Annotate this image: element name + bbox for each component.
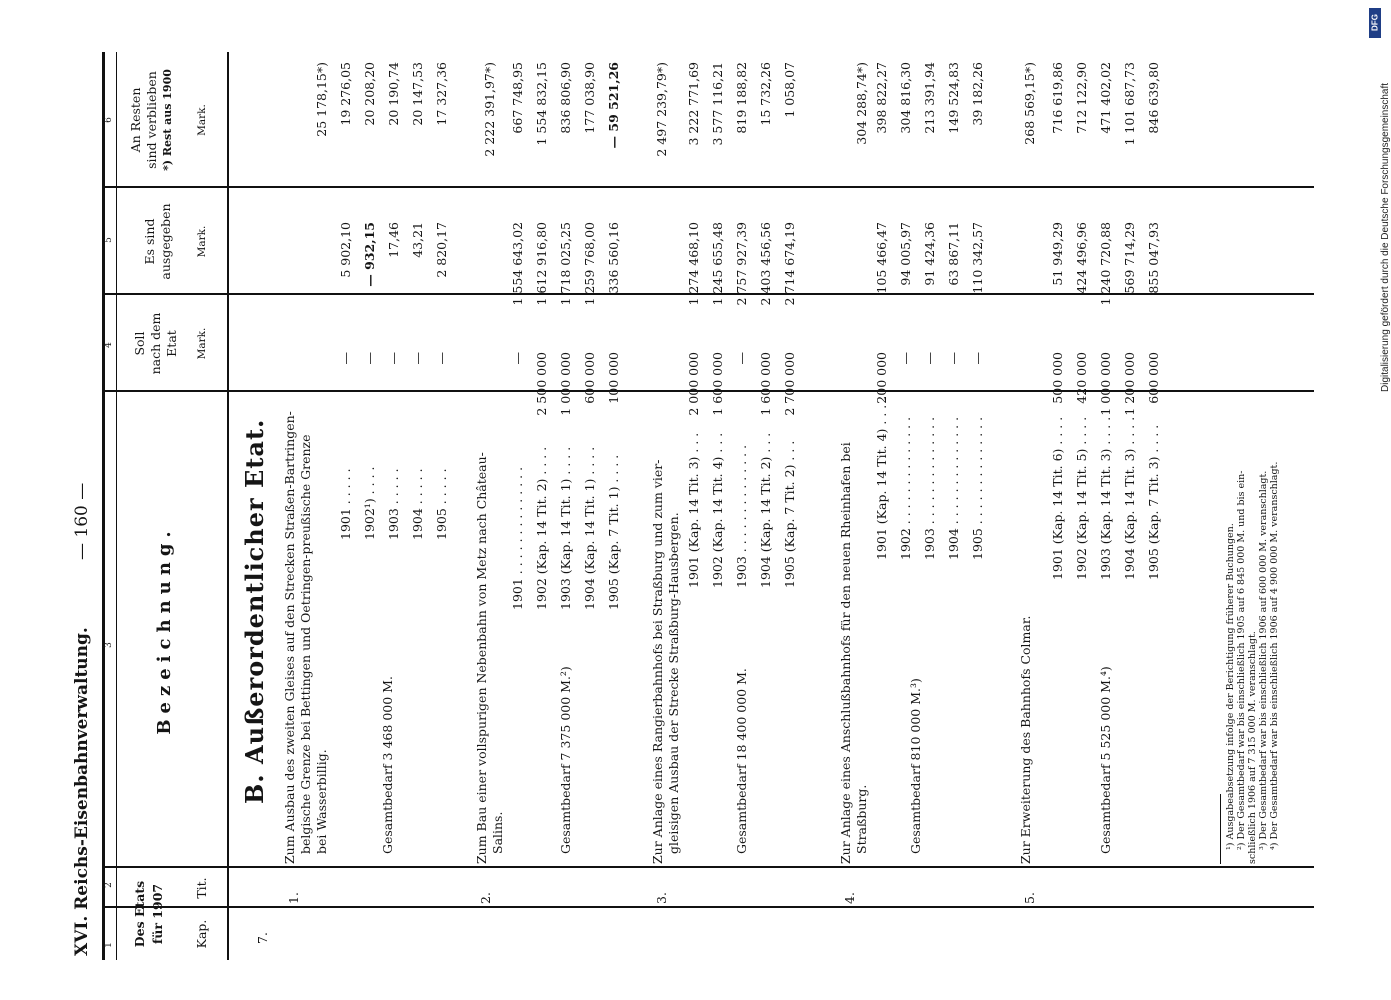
column-number-rule <box>116 52 117 960</box>
entry-3-row-1-ausg: 1 274 468,10 <box>686 222 701 306</box>
entry-2-row-4-ausg: 1 259 768,00 <box>582 222 597 306</box>
entry-2-row-3-rest: 836 806,90 <box>558 62 573 134</box>
entry-2-row-5-rest: — 59 521,26 <box>606 62 621 149</box>
credit-text: Digitalisierung gefördert durch die Deutsche Forschungsgemeinschaft <box>1380 82 1391 392</box>
section-title: B. Außerordentlicher Etat. <box>240 418 269 804</box>
entry-1-row-4-ausg: 43,21 <box>410 222 425 258</box>
header-soll: Soll <box>132 331 147 356</box>
footnote-rule <box>1220 794 1221 864</box>
entry-1-row-4-soll: — <box>410 352 425 365</box>
entry-4-row-4-ausg: 63 867,11 <box>946 222 961 286</box>
footnote-3: ³) Der Gesamtbedarf war bis einschließlich 1906 auf 600 000 M. veranschlagt. <box>1258 470 1269 850</box>
entry-1-row-5-label: 1905 . . . . . <box>434 468 449 540</box>
entry-5-row-1-soll: 500 000 <box>1050 352 1065 404</box>
entry-5-row-4-soll: 1 200 000 <box>1122 352 1137 416</box>
entry-1-row-1-soll: — <box>338 352 353 365</box>
entry-4-rest-1900: 304 288,74*) <box>854 62 869 145</box>
entry-5-row-2-label: 1902 (Kap. 14 Tit. 5) . . . . <box>1074 416 1089 580</box>
entry-5-row-2-ausg: 424 496,96 <box>1074 222 1089 294</box>
entry-2-row-1-soll: — <box>510 352 525 365</box>
entry-4-desc-1: Zur Anlage eines Anschlußbahnhofs für den neuen Rheinhafen bei <box>838 442 853 864</box>
entry-4-row-5-soll: — <box>970 352 985 365</box>
entry-3-tit: 3. <box>654 892 669 904</box>
column-number-5: 5 <box>104 237 114 243</box>
entry-3-row-1-soll: 2 000 000 <box>686 352 701 416</box>
entry-2-row-4-soll: 600 000 <box>582 352 597 404</box>
entry-3-row-2-label: 1902 (Kap. 14 Tit. 4) . . . <box>710 432 725 588</box>
entry-5-row-3-ausg: 1 240 720,88 <box>1098 222 1113 306</box>
footnote-2: ²) Der Gesamtbedarf war bis einschließlich 1905 auf 6 845 000 M. und bis ein- <box>1236 470 1247 850</box>
digitization-credit <box>1368 0 1391 1000</box>
entry-1-row-2-ausg: — 932,15 <box>362 222 377 287</box>
entry-1-row-1-ausg: 5 902,10 <box>338 222 353 278</box>
entry-1-row-3-ausg: 17,46 <box>386 222 401 258</box>
entry-2-rest-1900: 2 222 391,97*) <box>482 62 497 157</box>
entry-4-row-1-rest: 398 822,27 <box>874 62 889 134</box>
entry-3-row-4-soll: 1 600 000 <box>758 352 773 416</box>
entry-3-row-2-rest: 3 577 116,21 <box>710 62 725 146</box>
entry-2-row-2-label: 1902 (Kap. 14 Tit. 2) . . . . <box>534 446 549 610</box>
header-etat: Etat <box>164 330 179 357</box>
column-number-1: 1 <box>104 942 114 948</box>
entry-4-desc-2: Straßburg. <box>854 784 869 854</box>
header-es-sind: Es sind <box>142 218 157 265</box>
entry-1-row-1-rest: 19 276,05 <box>338 62 353 126</box>
header-des-etats: Des Etats <box>132 880 147 948</box>
entry-4-row-4-label: 1904 . . . . . . . . . . . . . . <box>946 416 961 560</box>
entry-2-desc-1: Zum Bau einer vollspurigen Nebenbahn von Metz nach Château- <box>474 452 489 864</box>
entry-3-row-5-label: 1905 (Kap. 7 Tit. 2) . . . <box>782 440 797 588</box>
entry-4-row-2-soll: — <box>898 352 913 365</box>
column-number-3: 3 <box>104 642 114 648</box>
entry-5-gesamtbedarf: Gesamtbedarf 5 525 000 M.⁴) <box>1098 666 1113 854</box>
entry-1-row-5-ausg: 2 820,17 <box>434 222 449 278</box>
entry-1-row-2-label: 1902¹) . . . . <box>362 466 377 540</box>
entry-4-row-4-rest: 149 524,83 <box>946 62 961 134</box>
header-an-resten: An Resten <box>128 87 143 153</box>
entry-3-desc-1: Zur Anlage eines Rangierbahnhofs bei Straßburg und zum vier- <box>650 459 665 864</box>
entry-5-row-5-soll: 600 000 <box>1146 352 1161 404</box>
entry-1-row-4-rest: 20 147,53 <box>410 62 425 126</box>
header-sind-verblieben: sind verblieben <box>144 71 159 169</box>
entry-1-row-3-soll: — <box>386 352 401 365</box>
entry-2-desc-2: Salins. <box>490 811 505 854</box>
header-ausgegeben: ausgegeben <box>158 203 173 280</box>
entry-4-row-1-soll: 200 000 <box>874 352 889 404</box>
entry-5-desc-1: Zur Erweiterung des Bahnhofs Colmar. <box>1018 615 1033 864</box>
entry-2-row-3-soll: 1 000 000 <box>558 352 573 416</box>
entry-2-row-5-label: 1905 (Kap. 7 Tit. 1) . . . . <box>606 454 621 610</box>
entry-4-row-5-rest: 39 182,26 <box>970 62 985 126</box>
header-nach-dem: nach dem <box>148 312 163 375</box>
entry-4-row-3-ausg: 91 424,36 <box>922 222 937 286</box>
entry-5-row-4-label: 1904 (Kap. 14 Tit. 3) . . . . <box>1122 416 1137 580</box>
entry-3-row-4-label: 1904 (Kap. 14 Tit. 2) . . . <box>758 432 773 588</box>
header-bottom-rule <box>227 52 229 960</box>
entry-1-desc-1: Zum Ausbau des zweiten Gleises auf den Strecken Straßen-Bartringen- <box>282 411 297 864</box>
entry-3-row-3-soll: — <box>734 352 749 365</box>
entry-5-row-3-label: 1903 (Kap. 14 Tit. 3) . . . . <box>1098 416 1113 580</box>
column-rule-5 <box>102 186 1314 188</box>
entry-1-row-3-rest: 20 190,74 <box>386 62 401 126</box>
entry-1-gesamtbedarf: Gesamtbedarf 3 468 000 M. <box>380 676 395 854</box>
entry-3-row-5-ausg: 2 714 674,19 <box>782 222 797 306</box>
entry-3-row-3-rest: 819 188,82 <box>734 62 749 134</box>
entry-5-rest-1900: 268 569,15*) <box>1022 62 1037 145</box>
entry-2-row-5-ausg: 336 560,16 <box>606 222 621 294</box>
header-fuer-1907: für 1907 <box>150 883 165 945</box>
entry-5-row-1-ausg: 51 949,29 <box>1050 222 1065 286</box>
entry-3-row-2-ausg: 1 245 655,48 <box>710 222 725 306</box>
entry-4-row-3-rest: 213 391,94 <box>922 62 937 134</box>
entry-2-gesamtbedarf: Gesamtbedarf 7 375 000 M.²) <box>558 666 573 854</box>
entry-2-row-3-ausg: 1 718 025,25 <box>558 222 573 306</box>
entry-3-row-5-rest: 1 058,07 <box>782 62 797 118</box>
entry-2-row-2-rest: 1 554 832,15 <box>534 62 549 146</box>
entry-3-row-4-ausg: 2 403 456,56 <box>758 222 773 306</box>
footnote-2-cont: schließlich 1906 auf 7 315 000 M. veranschlagt. <box>1247 631 1258 864</box>
entry-4-row-5-ausg: 110 342,57 <box>970 222 985 294</box>
dfg-logo: DFG <box>1369 8 1381 38</box>
entry-1-tit: 1. <box>286 892 301 904</box>
entry-3-rest-1900: 2 497 239,79*) <box>654 62 669 157</box>
entry-4-row-1-ausg: 105 466,47 <box>874 222 889 294</box>
column-number-6: 6 <box>104 117 114 123</box>
entry-1-rest-1900: 25 178,15*) <box>314 62 329 137</box>
entry-3-row-2-soll: 1 600 000 <box>710 352 725 416</box>
header-tit: Tit. <box>194 877 209 899</box>
entry-1-row-4-label: 1904 . . . . . <box>410 468 425 540</box>
entry-5-tit: 5. <box>1022 892 1037 904</box>
column-rule-2 <box>102 866 1314 868</box>
entry-3-desc-2: gleisigen Ausbau der Strecke Straßburg-Hausbergen. <box>666 512 681 854</box>
entry-5-row-2-rest: 712 122,90 <box>1074 62 1089 134</box>
entry-5-row-5-rest: 846 639,80 <box>1146 62 1161 134</box>
entry-5-row-5-label: 1905 (Kap. 7 Tit. 3) . . . . <box>1146 424 1161 580</box>
entry-3-row-1-rest: 3 222 771,69 <box>686 62 701 146</box>
entry-2-tit: 2. <box>478 892 493 904</box>
entry-5-row-4-rest: 1 101 687,73 <box>1122 62 1137 146</box>
footnote-1: ¹) Ausgabeabsetzung infolge der Berichtigung früherer Buchungen. <box>1225 523 1236 850</box>
entry-5-row-1-rest: 716 619,86 <box>1050 62 1065 134</box>
entry-4-row-1-label: 1901 (Kap. 14 Tit. 4) . . . . <box>874 396 889 560</box>
entry-3-row-1-label: 1901 (Kap. 14 Tit. 3) . . . <box>686 432 701 588</box>
entry-4-row-2-label: 1902 . . . . . . . . . . . . . . <box>898 416 913 560</box>
entry-2-row-5-soll: 100 000 <box>606 352 621 404</box>
entry-4-row-3-label: 1903 . . . . . . . . . . . . . . <box>922 416 937 560</box>
footnote-4: ⁴) Der Gesamtbedarf war bis einschließlich 1906 auf 4 900 000 M. veranschlagt. <box>1269 461 1280 850</box>
entry-2-row-4-rest: 177 038,90 <box>582 62 597 134</box>
entry-3-row-3-label: 1903 . . . . . . . . . . . . . . <box>734 444 749 588</box>
entry-2-row-3-label: 1903 (Kap. 14 Tit. 1) . . . . <box>558 446 573 610</box>
entry-1-desc-3: bei Wasserbillig. <box>314 749 329 854</box>
entry-1-row-2-soll: — <box>362 352 377 365</box>
entry-4-row-4-soll: — <box>946 352 961 365</box>
entry-4-gesamtbedarf: Gesamtbedarf 810 000 M.³) <box>908 678 923 854</box>
entry-2-row-1-rest: 667 748,95 <box>510 62 525 134</box>
entry-2-row-2-soll: 2 500 000 <box>534 352 549 416</box>
entry-5-row-3-rest: 471 402,02 <box>1098 62 1113 134</box>
entry-1-row-1-label: 1901 . . . . . <box>338 468 353 540</box>
entry-2-row-1-ausg: 1 554 643,02 <box>510 222 525 306</box>
header-mark-4: Mark. <box>196 327 208 360</box>
entry-3-gesamtbedarf: Gesamtbedarf 18 400 000 M. <box>734 668 749 854</box>
entry-4-row-2-rest: 304 816,30 <box>898 62 913 134</box>
entry-2-row-2-ausg: 1 612 916,80 <box>534 222 549 306</box>
header-mark-6: Mark. <box>196 104 208 136</box>
entry-5-row-1-label: 1901 (Kap. 14 Tit. 6) . . . . <box>1050 416 1065 580</box>
entry-4-tit: 4. <box>842 892 857 904</box>
chapter-title: XVI. Reichs-Eisenbahnverwaltung. <box>72 627 92 956</box>
table-top-rule <box>102 52 105 960</box>
kap-number: 7. <box>255 932 270 944</box>
column-rule-1 <box>102 906 1314 908</box>
column-number-4: 4 <box>104 342 114 348</box>
page-header <box>70 50 100 960</box>
entry-3-row-5-soll: 2 700 000 <box>782 352 797 416</box>
header-rest-1900: *) Rest aus 1900 <box>161 69 174 171</box>
entry-3-row-4-rest: 15 732,26 <box>758 62 773 126</box>
entry-5-row-3-soll: 1 000 000 <box>1098 352 1113 416</box>
entry-5-row-2-soll: 420 000 <box>1074 352 1089 404</box>
header-kap: Kap. <box>194 919 209 949</box>
header-bezeichnung: Bezeichnung. <box>154 525 175 735</box>
entry-2-row-4-label: 1904 (Kap. 14 Tit. 1) . . . . <box>582 446 597 610</box>
entry-4-row-3-soll: — <box>922 352 937 365</box>
entry-3-row-3-ausg: 2 757 927,39 <box>734 222 749 306</box>
entry-1-row-3-label: 1903 . . . . . <box>386 468 401 540</box>
column-number-2: 2 <box>104 882 114 888</box>
entry-4-row-5-label: 1905 . . . . . . . . . . . . . . <box>970 416 985 560</box>
entry-4-row-2-ausg: 94 005,97 <box>898 222 913 286</box>
page-number: — 160 — <box>72 482 92 560</box>
entry-5-row-5-ausg: 855 047,93 <box>1146 222 1161 294</box>
budget-table <box>102 52 1314 960</box>
entry-1-row-2-rest: 20 208,20 <box>362 62 377 126</box>
entry-1-desc-2: belgische Grenze bei Bettingen und Oetringen-preußische Grenze <box>298 434 313 854</box>
entry-5-row-4-ausg: 569 714,29 <box>1122 222 1137 294</box>
entry-2-row-1-label: 1901 . . . . . . . . . . . . . . <box>510 466 525 610</box>
entry-1-row-5-rest: 17 327,36 <box>434 62 449 126</box>
entry-1-row-5-soll: — <box>434 352 449 365</box>
header-mark-5: Mark. <box>196 225 208 258</box>
rotated-document-sheet <box>70 0 1310 960</box>
